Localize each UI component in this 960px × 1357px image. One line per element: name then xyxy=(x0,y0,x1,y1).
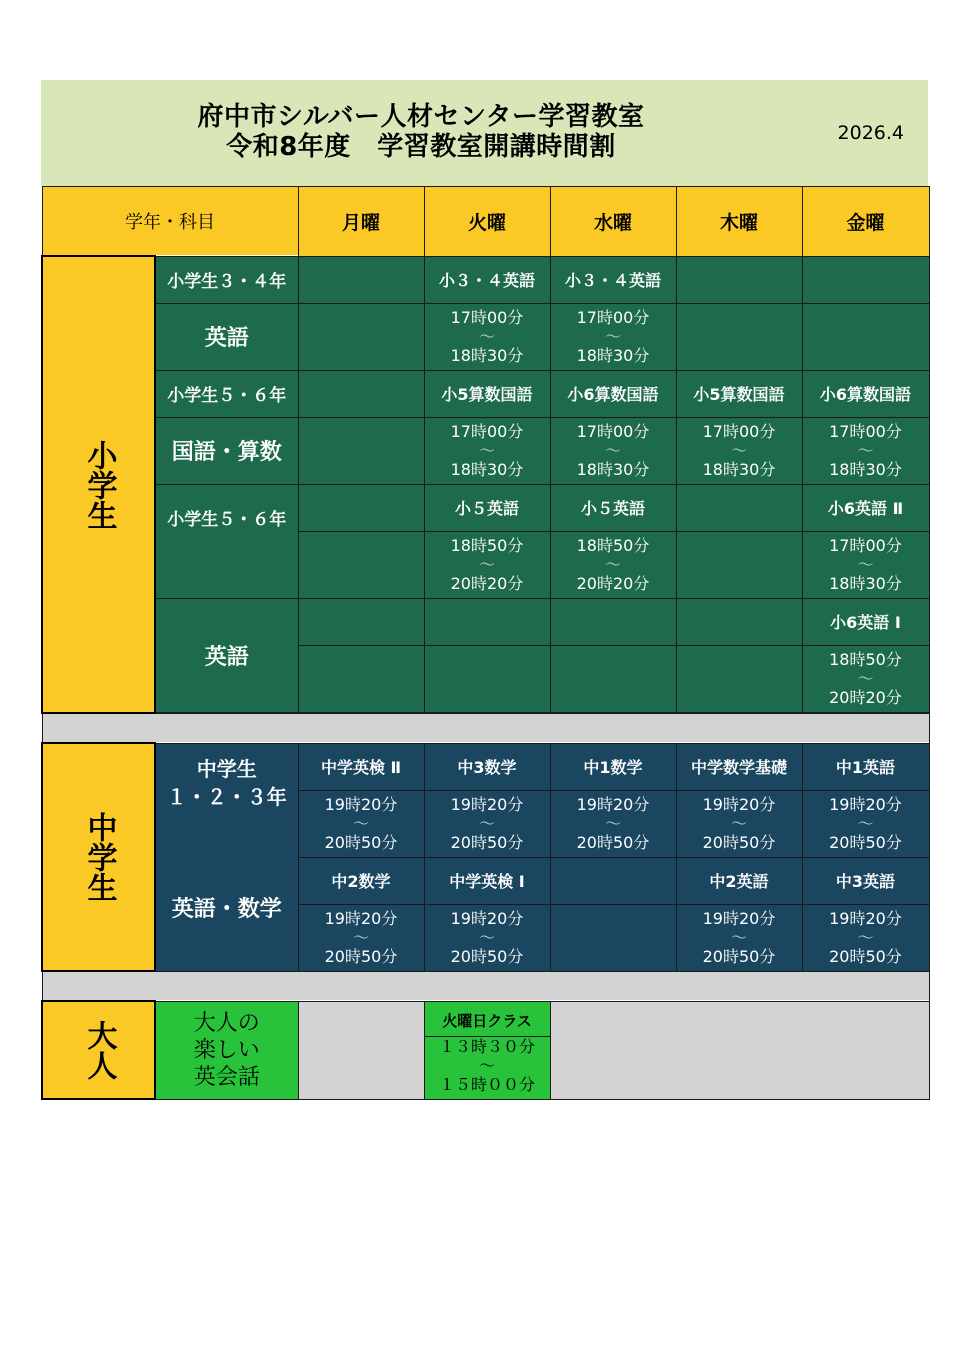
cell-empty xyxy=(424,645,550,712)
header-tuesday: 火曜 xyxy=(424,187,550,257)
junior-mon-time xyxy=(298,790,424,857)
cell-empty xyxy=(676,256,802,303)
adult-class-line-1: 大人の xyxy=(193,1010,260,1036)
elem-g56b-tue-label: 小５英語 xyxy=(424,484,550,531)
junior-grade-line-2: １・２・３年 xyxy=(166,784,287,809)
adult-tue-label: 火曜日クラス xyxy=(425,1006,550,1037)
time-start: 17時00分 xyxy=(450,422,524,441)
time-start: 19時20分 xyxy=(324,909,398,928)
time-end: 20時50分 xyxy=(702,947,776,966)
elem-g56b-fri-label: 小6英語 Ⅱ xyxy=(802,484,929,531)
category-adult-text: 大人 xyxy=(81,1020,117,1080)
junior2-mon-label: 中2数学 xyxy=(298,857,424,904)
time-start: 19時20分 xyxy=(576,795,650,814)
time-end: 18時30分 xyxy=(576,460,650,479)
adult-tue-time xyxy=(425,1037,550,1094)
time-start: 17時00分 xyxy=(829,422,902,441)
time-tilde: ～ xyxy=(352,928,369,947)
elem-g56a-grade: 小学生５・６年 xyxy=(155,370,298,417)
time-tilde: ～ xyxy=(857,669,874,688)
time-tilde: ～ xyxy=(604,327,621,346)
time-start: 17時00分 xyxy=(450,308,524,327)
cell-empty xyxy=(298,484,424,531)
junior-grade-line-1: 中学生 xyxy=(196,756,257,781)
category-elementary xyxy=(42,256,155,713)
time-end: 20時50分 xyxy=(576,833,650,852)
time-end: 20時50分 xyxy=(829,947,902,966)
elem-g56a-wed-label: 小6算数国語 xyxy=(550,370,676,417)
junior2-tue-label: 中学英検 Ⅰ xyxy=(424,857,550,904)
cell-empty xyxy=(298,645,424,712)
header-subject: 学年・科目 xyxy=(42,187,298,257)
elem-g34-wed-time xyxy=(550,303,676,370)
elem-g56a-time-row xyxy=(42,417,929,484)
time-start: 19時20分 xyxy=(324,795,398,814)
junior-thu-label: 中学数学基礎 xyxy=(676,743,802,790)
cell-empty xyxy=(550,904,676,971)
time-start: 18時50分 xyxy=(829,650,902,669)
category-junior xyxy=(42,743,155,971)
separator xyxy=(42,713,929,743)
time-start: 19時20分 xyxy=(702,795,776,814)
junior-thu-time xyxy=(676,790,802,857)
elem-g56b-grade: 小学生５・６年 xyxy=(155,484,298,598)
time-tilde: ～ xyxy=(857,441,874,460)
cell-empty xyxy=(676,645,802,712)
issue-date: 2026.4 xyxy=(837,122,904,144)
elem-g56a-subject: 国語・算数 xyxy=(155,417,298,484)
time-start: 18時50分 xyxy=(450,536,524,555)
adult-empty-span xyxy=(550,1001,929,1099)
elem-g56a-wed-time xyxy=(550,417,676,484)
header-row xyxy=(42,187,929,257)
cell-empty xyxy=(298,531,424,598)
elem-g56b-tue-time xyxy=(424,531,550,598)
title-line-2: 令和8年度 学習教室開講時間割 xyxy=(226,132,616,162)
elem-g56b-fri-time xyxy=(802,531,929,598)
time-start: １３時３０分 xyxy=(438,1037,535,1056)
cell-empty xyxy=(298,256,424,303)
junior-mon-label: 中学英検 Ⅱ xyxy=(298,743,424,790)
cell-empty xyxy=(298,598,424,645)
time-start: 17時00分 xyxy=(576,422,650,441)
junior-fri-time xyxy=(802,790,929,857)
junior-wed-label: 中1数学 xyxy=(550,743,676,790)
time-end: 20時20分 xyxy=(576,574,650,593)
junior-label-row-1 xyxy=(42,743,929,790)
time-end: 20時20分 xyxy=(829,688,902,707)
elem-g56a-tue-label: 小5算数国語 xyxy=(424,370,550,417)
junior-tue-time xyxy=(424,790,550,857)
cell-empty xyxy=(550,598,676,645)
elem-g56a-thu-label: 小5算数国語 xyxy=(676,370,802,417)
header-monday: 月曜 xyxy=(298,187,424,257)
elem-g56b-wed-label: 小５英語 xyxy=(550,484,676,531)
time-tilde: ～ xyxy=(478,1056,495,1075)
category-elementary-text: 小学生 xyxy=(81,439,117,530)
time-tilde: ～ xyxy=(478,327,495,346)
time-tilde: ～ xyxy=(730,928,747,947)
elem-g56a-thu-time xyxy=(676,417,802,484)
time-start: 17時00分 xyxy=(829,536,902,555)
cell-empty xyxy=(802,303,929,370)
cell-empty xyxy=(298,417,424,484)
elem-g56a-tue-time xyxy=(424,417,550,484)
elem-g56b-fri2-label: 小6英語 Ⅰ xyxy=(802,598,929,645)
time-start: 19時20分 xyxy=(829,795,902,814)
elem-g56b-label-row-2 xyxy=(42,598,929,645)
junior2-fri-label: 中3英語 xyxy=(802,857,929,904)
junior-subject: 英語・数学 xyxy=(171,896,282,922)
elem-g56b-subject: 英語 xyxy=(155,598,298,712)
time-end: １５時００分 xyxy=(438,1075,535,1094)
elem-g34-wed-label: 小３・４英語 xyxy=(550,256,676,303)
elem-g56a-fri-label: 小6算数国語 xyxy=(802,370,929,417)
time-tilde: ～ xyxy=(857,928,874,947)
junior2-tue-time xyxy=(424,904,550,971)
elem-g56a-label-row xyxy=(42,370,929,417)
elem-g56b-label-row xyxy=(42,484,929,531)
cell-empty xyxy=(676,531,802,598)
time-end: 20時50分 xyxy=(324,947,398,966)
time-tilde: ～ xyxy=(604,814,621,833)
time-end: 20時50分 xyxy=(702,833,776,852)
schedule-table xyxy=(41,186,930,1100)
category-adult xyxy=(42,1001,155,1099)
elem-g34-grade: 小学生３・４年 xyxy=(155,256,298,303)
separator-row xyxy=(42,713,929,743)
time-end: 20時50分 xyxy=(450,947,524,966)
elem-g56a-fri-time xyxy=(802,417,929,484)
separator-row-2 xyxy=(42,971,929,1001)
elem-g34-subject: 英語 xyxy=(155,303,298,370)
time-start: 18時50分 xyxy=(576,536,650,555)
elem-g34-tue-time xyxy=(424,303,550,370)
time-start: 19時20分 xyxy=(829,909,902,928)
time-tilde: ～ xyxy=(857,814,874,833)
cell-empty xyxy=(424,598,550,645)
time-start: 19時20分 xyxy=(702,909,776,928)
header-wednesday: 水曜 xyxy=(550,187,676,257)
time-tilde: ～ xyxy=(857,555,874,574)
header-friday: 金曜 xyxy=(802,187,929,257)
adult-class-name xyxy=(155,1001,298,1099)
time-tilde: ～ xyxy=(352,814,369,833)
category-junior-text: 中学生 xyxy=(81,812,117,902)
time-tilde: ～ xyxy=(478,928,495,947)
time-start: 17時00分 xyxy=(702,422,776,441)
separator xyxy=(42,971,929,1001)
cell-empty xyxy=(676,303,802,370)
junior2-fri-time xyxy=(802,904,929,971)
header-thursday: 木曜 xyxy=(676,187,802,257)
time-end: 18時30分 xyxy=(702,460,776,479)
elem-g56b-wed-time xyxy=(550,531,676,598)
time-start: 19時20分 xyxy=(450,795,524,814)
elem-g34-time-row xyxy=(42,303,929,370)
cell-empty xyxy=(298,1001,424,1099)
time-tilde: ～ xyxy=(478,441,495,460)
time-end: 18時30分 xyxy=(450,346,524,365)
cell-empty xyxy=(802,256,929,303)
elem-g56b-fri2-time xyxy=(802,645,929,712)
junior-fri-label: 中1英語 xyxy=(802,743,929,790)
title-band xyxy=(41,80,928,186)
time-tilde: ～ xyxy=(730,814,747,833)
time-start: 19時20分 xyxy=(450,909,524,928)
time-tilde: ～ xyxy=(604,441,621,460)
time-end: 18時30分 xyxy=(450,460,524,479)
elem-g34-label-row xyxy=(42,256,929,303)
junior-grade-subject xyxy=(155,743,298,971)
junior-wed-time xyxy=(550,790,676,857)
cell-empty xyxy=(550,857,676,904)
time-end: 18時30分 xyxy=(829,574,902,593)
title-line-1: 府中市シルバー人材センター学習教室 xyxy=(197,102,645,132)
time-end: 20時50分 xyxy=(829,833,902,852)
time-tilde: ～ xyxy=(730,441,747,460)
cell-empty xyxy=(676,598,802,645)
adult-row xyxy=(42,1001,929,1099)
cell-empty xyxy=(676,484,802,531)
time-end: 20時20分 xyxy=(450,574,524,593)
time-end: 18時30分 xyxy=(576,346,650,365)
time-end: 20時50分 xyxy=(450,833,524,852)
adult-class-line-2: 楽しい xyxy=(193,1037,260,1063)
time-tilde: ～ xyxy=(604,555,621,574)
time-start: 17時00分 xyxy=(576,308,650,327)
adult-tue-class xyxy=(424,1001,550,1099)
elem-g34-tue-label: 小３・４英語 xyxy=(424,256,550,303)
time-end: 18時30分 xyxy=(829,460,902,479)
time-tilde: ～ xyxy=(478,814,495,833)
page-title xyxy=(41,102,801,162)
junior2-mon-time xyxy=(298,904,424,971)
adult-class-line-3: 英会話 xyxy=(193,1064,260,1090)
junior-tue-label: 中3数学 xyxy=(424,743,550,790)
time-tilde: ～ xyxy=(478,555,495,574)
cell-empty xyxy=(298,303,424,370)
junior2-thu-label: 中2英語 xyxy=(676,857,802,904)
cell-empty xyxy=(550,645,676,712)
junior2-thu-time xyxy=(676,904,802,971)
cell-empty xyxy=(298,370,424,417)
time-end: 20時50分 xyxy=(324,833,398,852)
